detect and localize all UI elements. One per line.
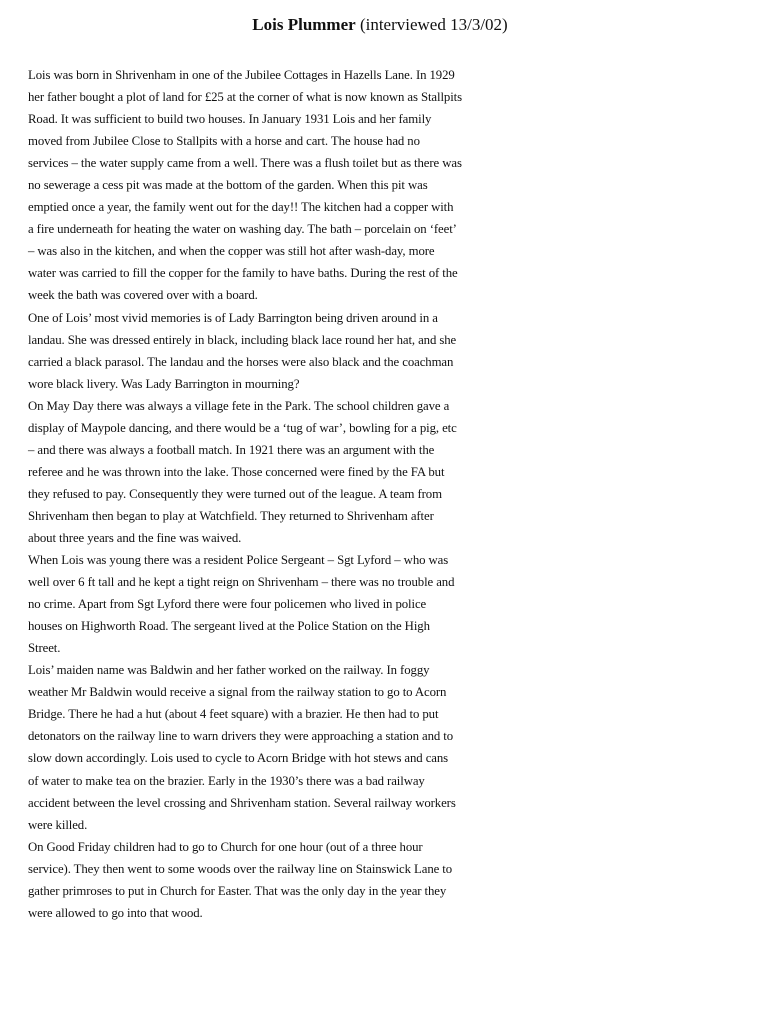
text-line: – and there was always a football match. In 1921 there was an argument with the bbox=[28, 442, 435, 457]
text-line: about three years and the fine was waived. bbox=[28, 530, 242, 545]
text-line: One of Lois’ most vivid memories is of Lady Barrington being driven around in a bbox=[28, 310, 438, 325]
text-line: no crime. Apart from Sgt Lyford there were four policemen who lived in police bbox=[28, 597, 427, 612]
document-body bbox=[28, 64, 760, 924]
text-line: were killed. bbox=[28, 817, 88, 832]
text-line: – was also in the kitchen, and when the copper was still hot after wash-day, more bbox=[28, 244, 435, 259]
text-line: gather primroses to put in Church for Easter. That was the only day in the year they bbox=[28, 883, 447, 898]
text-line: no sewerage a cess pit was made at the bottom of the garden. When this pit was bbox=[28, 178, 428, 193]
text-line: slow down accordingly. Lois used to cycle to Acorn Bridge with hot stews and cans bbox=[28, 751, 449, 766]
text-line: Bridge. There he had a hut (about 4 feet square) with a brazier. He then had to put bbox=[28, 707, 439, 722]
text-line: Shrivenham then began to play at Watchfield. They returned to Shrivenham after bbox=[28, 508, 434, 523]
text-line: detonators on the railway line to warn drivers they were approaching a station and to bbox=[28, 729, 454, 744]
text-line: of water to make tea on the brazier. Early in the 1930’s there was a bad railway bbox=[28, 773, 425, 788]
text-line: weather Mr Baldwin would receive a signal from the railway station to go to Acorn bbox=[28, 685, 447, 700]
text-line: On May Day there was always a village fete in the Park. The school children gave a bbox=[28, 398, 450, 413]
text-line: landau. She was dressed entirely in black, including black lace round her hat, and she bbox=[28, 332, 457, 347]
text-line: Lois was born in Shrivenham in one of the Jubilee Cottages in Hazells Lane. In 1929 bbox=[28, 68, 455, 82]
text-line: wore black livery. Was Lady Barrington in mourning? bbox=[28, 376, 300, 391]
text-line: Lois’ maiden name was Baldwin and her father worked on the railway. In foggy bbox=[28, 663, 430, 678]
text-line: well over 6 ft tall and he kept a tight reign on Shrivenham – there was no trouble and bbox=[28, 575, 455, 590]
interviewee-name: Lois Plummer bbox=[252, 15, 356, 34]
text-line: carried a black parasol. The landau and the horses were also black and the coachman bbox=[28, 354, 454, 369]
text-line: Street. bbox=[28, 641, 61, 656]
text-line: a fire underneath for heating the water on washing day. The bath – porcelain on ‘feet’ bbox=[28, 222, 457, 237]
interview-date: (interviewed 13/3/02) bbox=[359, 15, 508, 34]
text-line: they refused to pay. Consequently they were turned out of the league. A team from bbox=[28, 486, 442, 501]
text-line: On Good Friday children had to go to Church for one hour (out of a three hour bbox=[28, 839, 423, 854]
text-line: her father bought a plot of land for £25 at the corner of what is now known as Stallpits bbox=[28, 90, 463, 105]
text-line: moved from Jubilee Close to Stallpits with a horse and cart. The house had no bbox=[28, 134, 420, 149]
text-line: referee and he was thrown into the lake. Those concerned were fined by the FA but bbox=[28, 464, 445, 479]
document-title bbox=[0, 14, 760, 36]
text-line: service). They then went to some woods over the railway line on Stainswick Lane to bbox=[28, 861, 453, 876]
text-line: services – the water supply came from a well. There was a flush toilet but as there was bbox=[28, 156, 462, 171]
text-line: week the bath was covered over with a board. bbox=[28, 288, 258, 303]
text-line: water was carried to fill the copper for the family to have baths. During the rest of the bbox=[28, 266, 458, 281]
text-line: Road. It was sufficient to build two houses. In January 1931 Lois and her family bbox=[28, 112, 432, 127]
text-line: When Lois was young there was a resident Police Sergeant – Sgt Lyford – who was bbox=[28, 553, 449, 568]
text-line: accident between the level crossing and Shrivenham station. Several railway workers bbox=[28, 795, 456, 810]
text-line: emptied once a year, the family went out for the day!! The kitchen had a copper with bbox=[28, 200, 454, 215]
text-line: were allowed to go into that wood. bbox=[28, 905, 203, 920]
text-line: display of Maypole dancing, and there would be a ‘tug of war’, bowling for a pig, etc bbox=[28, 420, 457, 435]
text-line: houses on Highworth Road. The sergeant lived at the Police Station on the High bbox=[28, 619, 430, 634]
